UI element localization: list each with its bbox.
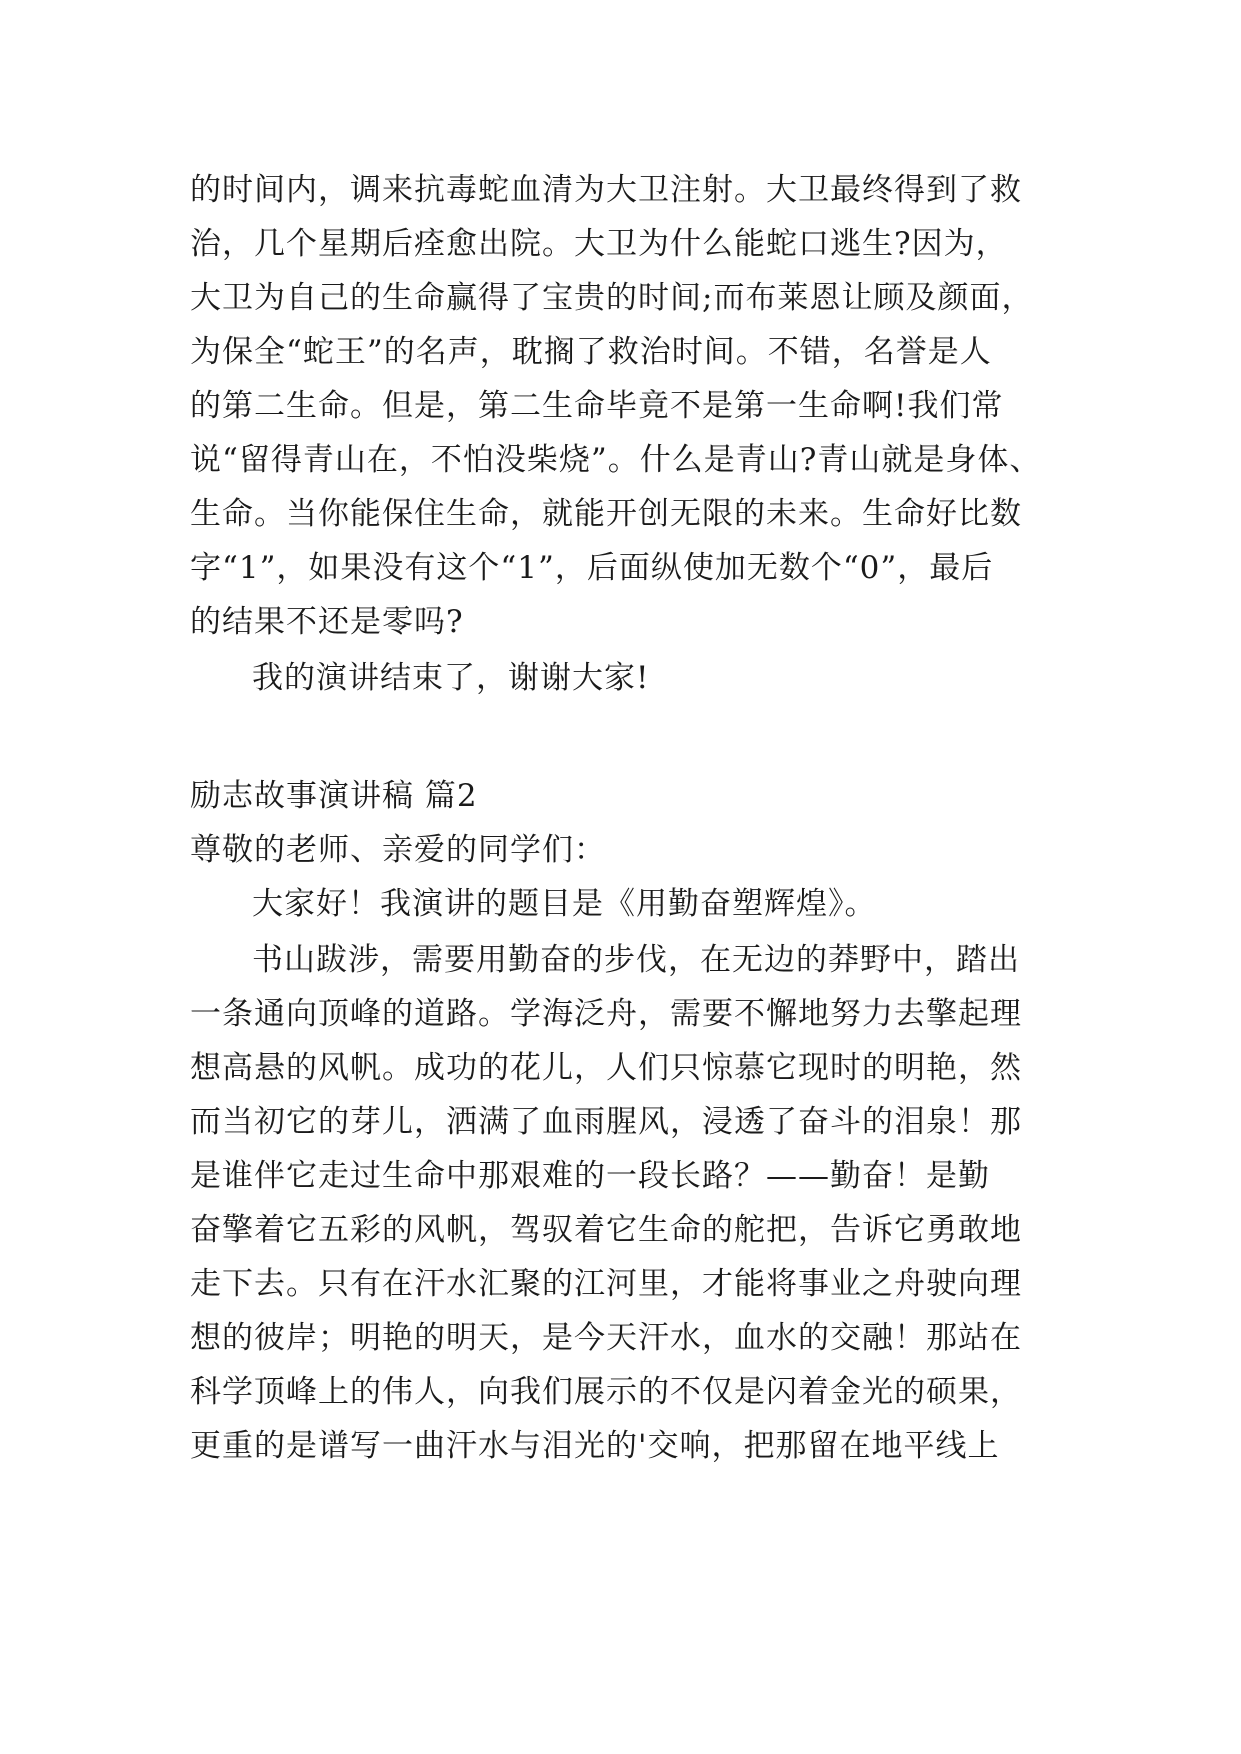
paragraph-line: 字“1”，如果没有这个“1”，后面纵使加无数个“0”，最后 bbox=[190, 550, 994, 586]
paragraph-line: 书山跋涉，需要用勤奋的步伐，在无边的莽野中，踏出 bbox=[252, 942, 1020, 978]
paragraph-line: 说“留得青山在，不怕没柴烧”。什么是青山?青山就是身体、 bbox=[190, 442, 1042, 478]
closing-line: 我的演讲结束了，谢谢大家! bbox=[252, 660, 650, 696]
paragraph-line: 是谁伴它走过生命中那艰难的一段长路？——勤奋！是勤 bbox=[190, 1158, 990, 1194]
salutation: 尊敬的老师、亲爱的同学们： bbox=[190, 832, 606, 868]
paragraph-line: 想高悬的风帆。成功的花儿，人们只惊慕它现时的明艳，然 bbox=[190, 1050, 1022, 1086]
paragraph-line: 更重的是谱写一曲汗水与泪光的'交响，把那留在地平线上 bbox=[190, 1428, 1000, 1464]
paragraph-line: 而当初它的芽儿，洒满了血雨腥风，浸透了奋斗的泪泉！那 bbox=[190, 1104, 1022, 1140]
paragraph-line: 生命。当你能保住生命，就能开创无限的未来。生命好比数 bbox=[190, 496, 1022, 532]
section-title: 励志故事演讲稿 篇2 bbox=[190, 778, 478, 814]
greeting: 大家好！我演讲的题目是《用勤奋塑辉煌》。 bbox=[252, 886, 877, 922]
paragraph-line: 治，几个星期后痊愈出院。大卫为什么能蛇口逃生?因为， bbox=[190, 226, 1008, 262]
paragraph-line: 想的彼岸；明艳的明天，是今天汗水，血水的交融！那站在 bbox=[190, 1320, 1022, 1356]
paragraph-line: 的第二生命。但是，第二生命毕竟不是第一生命啊!我们常 bbox=[190, 388, 1004, 424]
paragraph-line: 为保全“蛇王”的名声，耽搁了救治时间。不错，名誉是人 bbox=[190, 334, 992, 370]
paragraph-line: 走下去。只有在汗水汇聚的江河里，才能将事业之舟驶向理 bbox=[190, 1266, 1022, 1302]
paragraph-line: 一条通向顶峰的道路。学海泛舟，需要不懈地努力去擎起理 bbox=[190, 996, 1022, 1032]
paragraph-line: 的结果不还是零吗? bbox=[190, 604, 464, 640]
paragraph-line: 科学顶峰上的伟人，向我们展示的不仅是闪着金光的硕果， bbox=[190, 1374, 1022, 1410]
paragraph-line: 奋擎着它五彩的风帆，驾驭着它生命的舵把，告诉它勇敢地 bbox=[190, 1212, 1022, 1248]
paragraph-line: 大卫为自己的生命赢得了宝贵的时间;而布莱恩让顾及颜面， bbox=[190, 280, 1034, 316]
paragraph-line: 的时间内，调来抗毒蛇血清为大卫注射。大卫最终得到了救 bbox=[190, 172, 1022, 208]
